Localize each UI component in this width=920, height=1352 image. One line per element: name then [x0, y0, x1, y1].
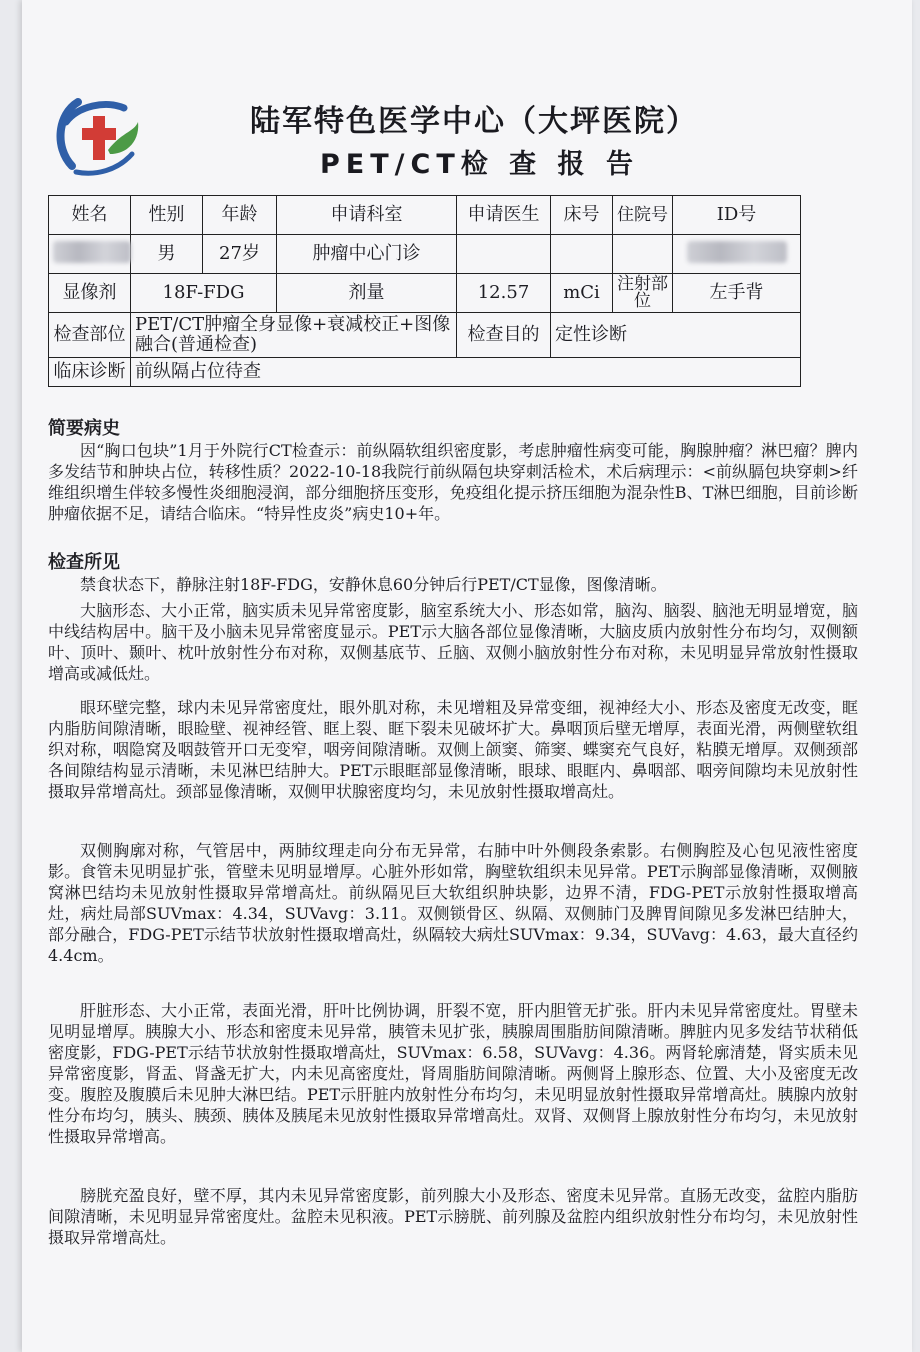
patient-id-redacted — [673, 235, 801, 274]
header-id: ID号 — [673, 196, 801, 235]
label-clinical: 临床诊断 — [49, 358, 131, 387]
header-bed: 床号 — [551, 196, 613, 235]
label-purpose: 检查目的 — [457, 313, 551, 358]
header-doctor: 申请医生 — [457, 196, 551, 235]
label-injection-site: 注射部位 — [613, 274, 673, 313]
label-dose: 剂量 — [277, 274, 457, 313]
dose-unit: mCi — [551, 274, 613, 313]
report-title: PET/CT检 查 报 告 — [320, 149, 639, 180]
hospital-logo-icon — [48, 92, 144, 180]
history-text: 因“胸口包块”1月于外院行CT检查示：前纵隔软组织密度影，考虑肿瘤性病变可能，胸腺肿瘤？淋巴瘤？脾内多发结节和肿块占位，转移性质？2022-10-18我院行前纵隔包块穿刺活检术，术后病理示：<前纵膈包块穿刺>纤维组织增生伴较多慢性炎细胞浸润，部分细胞挤压变形，免疫组化提示挤压细胞为混杂性B、T淋巴细胞，目前诊断肿瘤依据不足，请结合临床。“特异性皮炎”病史10+年。 — [48, 441, 858, 523]
purpose-value: 定性诊断 — [551, 313, 801, 358]
history-heading: 简要病史 — [48, 418, 120, 439]
patient-info-table — [48, 195, 801, 387]
patient-sex: 男 — [131, 235, 203, 274]
exam-site-value: PET/CT肿瘤全身显像+衰减校正+图像融合(普通检查) — [131, 313, 457, 358]
header-name: 姓名 — [49, 196, 131, 235]
inpatient-cell — [613, 235, 673, 274]
patient-name-redacted — [49, 235, 131, 274]
clinical-value: 前纵隔占位待查 — [131, 358, 801, 387]
dose-value: 12.57 — [457, 274, 551, 313]
findings-paragraph-1: 禁食状态下，静脉注射18F-FDG，安静休息60分钟后行PET/CT显像，图像清晰。 — [80, 575, 667, 594]
header-sex: 性别 — [131, 196, 203, 235]
agent-value: 18F-FDG — [131, 274, 277, 313]
hospital-name: 陆军特色医学中心（大坪医院） — [250, 104, 698, 139]
patient-dept: 肿瘤中心门诊 — [277, 235, 457, 274]
findings-paragraph-2: 大脑形态、大小正常，脑实质未见异常密度影，脑室系统大小、形态如常，脑沟、脑裂、脑池无明显增宽，脑中线结构居中。脑干及小脑未见异常密度显示。PET示大脑各部位显像清晰，大脑皮质内放射性分布均匀，双侧额叶、顶叶、颞叶、枕叶放射性分布对称，双侧基底节、丘脑、双侧小脑放射性分布对称，未见明显异常放射性摄取增高或减低灶。 — [48, 601, 858, 683]
findings-paragraph-5: 肝脏形态、大小正常，表面光滑，肝叶比例协调，肝裂不宽，肝内胆管无扩张。肝内未见异常密度灶。胃壁未见明显增厚。胰腺大小、形态和密度未见异常，胰管未见扩张，胰腺周围脂肪间隙清晰。脾脏内见多发结节状稍低密度影，FDG-PET示结节状放射性摄取增高灶，SUVmax：6.58，SUVavg：4.36。两肾轮廓清楚，肾实质未见异常密度影，肾盂、肾盏无扩大，内未见高密度灶，肾周脂肪间隙清晰。两侧肾上腺形态、位置、大小及密度无改变。腹腔及腹膜后未见肿大淋巴结。PET示肝脏内放射性分布均匀，未见明显放射性摄取异常增高灶。胰腺内放射性分布均匀，胰头、胰颈、胰体及胰尾未见放射性摄取异常增高灶。双肾、双侧肾上腺放射性分布均匀，未见放射性摄取异常增高。 — [48, 1001, 858, 1146]
label-exam-site: 检查部位 — [49, 313, 131, 358]
doctor-cell — [457, 235, 551, 274]
findings-heading: 检查所见 — [48, 552, 120, 573]
bed-cell — [551, 235, 613, 274]
injection-site-value: 左手背 — [673, 274, 801, 313]
findings-paragraph-3: 眼环壁完整，球内未见异常密度灶，眼外肌对称，未见增粗及异常变细，视神经大小、形态及密度无改变，眶内脂肪间隙清晰，眼睑壁、视神经管、眶上裂、眶下裂未见破坏扩大。鼻咽顶后壁无增厚，表面光滑，两侧壁软组织对称，咽隐窝及咽鼓管开口无变窄，咽旁间隙清晰。双侧上颌窦、筛窦、蝶窦充气良好，粘膜无增厚。双侧颈部各间隙结构显示清晰，未见淋巴结肿大。PET示眼眶部显像清晰，眼球、眼眶内、鼻咽部、咽旁间隙均未见放射性摄取异常增高灶。颈部显像清晰，双侧甲状腺密度均匀，未见放射性摄取增高灶。 — [48, 698, 858, 801]
label-agent: 显像剂 — [49, 274, 131, 313]
header-age: 年龄 — [203, 196, 277, 235]
findings-paragraph-4: 双侧胸廓对称，气管居中，两肺纹理走向分布无异常，右肺中叶外侧段条索影。右侧胸腔及心包见液性密度影。食管未见明显扩张，管壁未见明显增厚。心脏外形如常，胸壁软组织未见异常。PET示胸部显像清晰，双侧腋窝淋巴结均未见放射性摄取异常增高灶。前纵隔见巨大软组织肿块影，边界不清，FDG-PET示放射性摄取增高灶，病灶局部SUVmax：4.34，SUVavg：3.11。双侧锁骨区、纵隔、双侧肺门及脾胃间隙见多发淋巴结肿大，部分融合，FDG-PET示结节状放射性摄取增高灶，纵隔较大病灶SUVmax：9.34，SUVavg：4.63，最大直径约4.4cm。 — [48, 841, 858, 965]
patient-age: 27岁 — [203, 235, 277, 274]
header-dept: 申请科室 — [277, 196, 457, 235]
findings-paragraph-6: 膀胱充盈良好，壁不厚，其内未见异常密度影，前列腺大小及形态、密度未见异常。直肠无改变，盆腔内脂肪间隙清晰，未见明显异常密度灶。盆腔未见积液。PET示膀胱、前列腺及盆腔内组织放射性分布均匀，未见放射性摄取异常增高灶。 — [48, 1186, 858, 1247]
header-inpatient-no: 住院号 — [613, 196, 673, 235]
